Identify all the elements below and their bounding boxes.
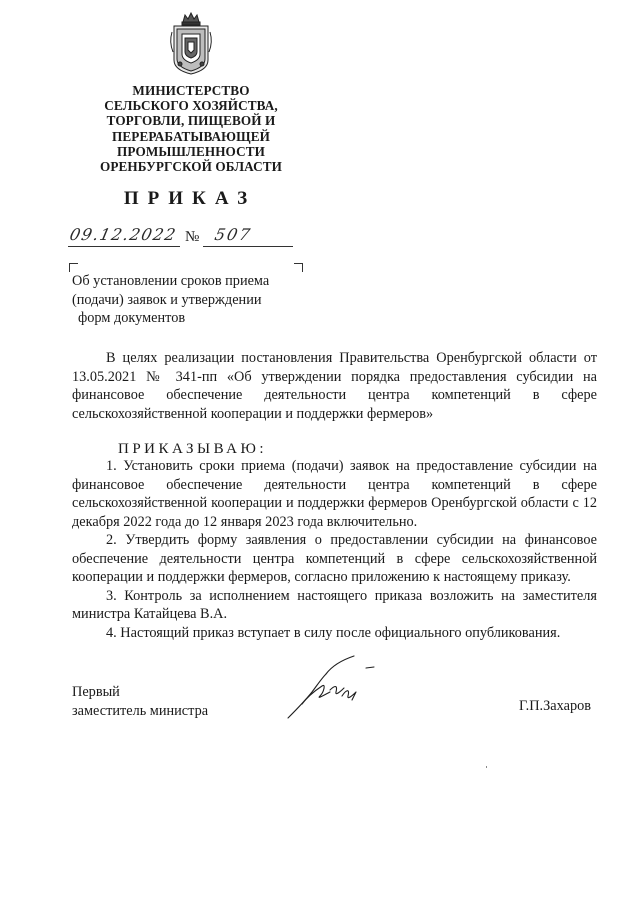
position-line: заместитель министра xyxy=(72,703,209,719)
number-label: № xyxy=(185,229,200,245)
ministry-line: ПРОМЫШЛЕННОСТИ xyxy=(117,143,265,159)
intro-paragraph xyxy=(72,349,597,423)
order-item: 2. Утвердить форму заявления о предоставлении субсидии на финансовое обеспечение деятельности центра компетенций в сфере сельскохозяйственной кооперации и поддержки фермеров, согласно приложению к настоящему приказу. xyxy=(72,532,597,585)
subject-bracket-right xyxy=(294,263,303,272)
signatory-position xyxy=(72,683,208,721)
order-item: 4. Настоящий приказ вступает в силу после официального опубликования. xyxy=(106,624,561,641)
number-underline xyxy=(203,246,293,247)
order-subject xyxy=(72,272,302,328)
ministry-line: СЕЛЬСКОГО ХОЗЯЙСТВА, xyxy=(104,98,278,114)
intro-text: В целях реализации постановления Правительства Оренбургской области от 13.05.2021 № 341-пп «Об утверждении порядка предоставления субсидии на финансовое обеспечение деятельности центра компетенций в сфере сельскохозяйственной кооперации и поддержки фермеров» xyxy=(72,350,597,422)
ministry-line: ОРЕНБУРГСКОЙ ОБЛАСТИ xyxy=(99,159,283,175)
subject-bracket-left xyxy=(69,263,78,272)
date-underline xyxy=(68,246,180,247)
scan-speck xyxy=(486,766,487,768)
order-items xyxy=(72,457,597,642)
subject-line: форм документов xyxy=(78,310,186,326)
document-title: ПРИКАЗ xyxy=(123,188,257,209)
subject-line: (подачи) заявок и утверждении xyxy=(72,291,262,308)
ministry-line: МИНИСТЕРСТВО xyxy=(132,83,250,98)
position-line: Первый xyxy=(72,684,120,700)
order-number: 507 xyxy=(212,225,254,244)
ministry-name xyxy=(86,83,296,174)
order-item: 1. Установить сроки приема (подачи) заявок на предоставление субсидии на финансовое обеспечение деятельности центра компетенций в сфере сельскохозяйственной кооперации и поддержки фермеров Оренбургской области с 12 декабря 2022 года до 12 января 2023 года включительно. xyxy=(72,458,597,530)
signatory-name: Г.П.Захаров xyxy=(519,698,591,714)
ministry-line: ПЕРЕРАБАТЫВАЮЩЕЙ xyxy=(112,128,270,144)
order-item: 3. Контроль за исполнением настоящего приказа возложить на заместителя министра Катайцева В.А. xyxy=(72,587,597,622)
ministry-line: ТОРГОВЛИ, ПИЩЕВОЙ И xyxy=(106,113,276,129)
handwritten-signature-icon xyxy=(282,652,378,724)
coat-of-arms-icon xyxy=(168,12,214,76)
order-date: 09.12.2022 xyxy=(67,225,179,244)
order-directive-heading: ПРИКАЗЫВАЮ: xyxy=(118,441,268,457)
subject-line: Об установлении сроков приема xyxy=(72,273,270,289)
